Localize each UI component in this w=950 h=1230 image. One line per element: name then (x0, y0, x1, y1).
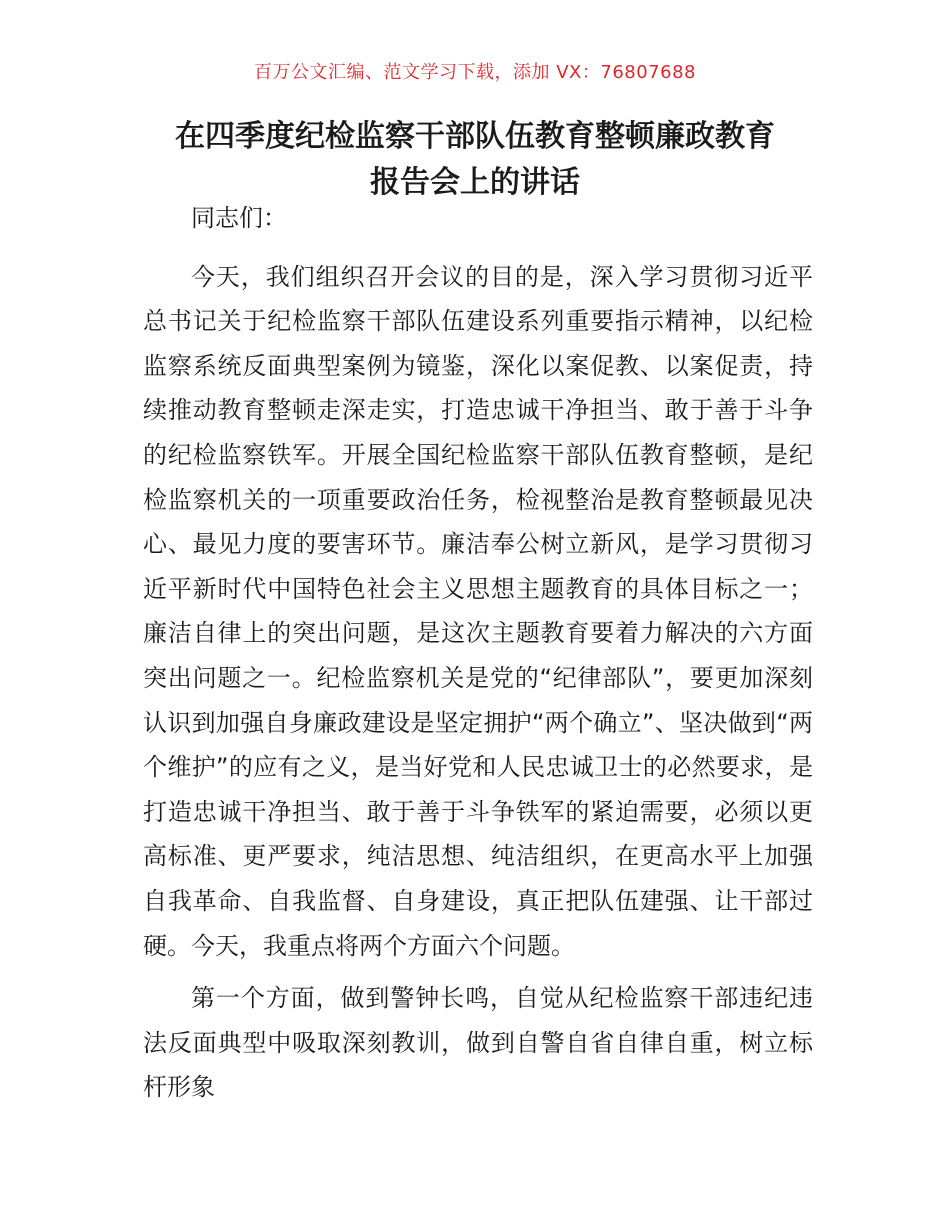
title-line-2: 报告会上的讲话 (370, 165, 580, 200)
salutation: 同志们： (191, 204, 287, 232)
document-body (143, 196, 813, 1110)
body-paragraph-2: 第一个方面，做到警钟长鸣，自觉从纪检监察干部违纪违法反面典型中吸取深刻教训，做到自警自省自律自重，树立标杆形象 (143, 984, 813, 1102)
title-line-1: 在四季度纪检监察干部队伍教育整顿廉政教育 (175, 119, 775, 154)
body-paragraph-1: 今天，我们组织召开会议的目的是，深入学习贯彻习近平总书记关于纪检监察干部队伍建设系列重要指示精神，以纪检监察系统反面典型案例为镜鉴，深化以案促教、以案促责，持续推动教育整顿走深走实，打造忠诚干净担当、敢于善于斗争的纪检监察铁军。开展全国纪检监察干部队伍教育整顿，是纪检监察机关的一项重要政治任务，检视整治是教育整顿最见决心、最见力度的要害环节。廉洁奉公树立新风，是学习贯彻习近平新时代中国特色社会主义思想主题教育的具体目标之一；廉洁自律上的突出问题，是这次主题教育要着力解决的六方面突出问题之一。纪检监察机关是党的“纪律部队”，要更加深刻认识到加强自身廉政建设是坚定拥护“两个确立”、坚决做到“两个维护”的应有之义，是当好党和人民忠诚卫士的必然要求，是打造忠诚干净担当、敢于善于斗争铁军的紧迫需要，必须以更高标准、更严要求，纯洁思想、纯洁组织，在更高水平上加强自我革命、自我监督、自身建设，真正把队伍建强、让干部过硬。今天，我重点将两个方面六个问题。 (143, 262, 813, 960)
header-promo-note: 百万公文汇编、范文学习下载，添加 VX：76807688 (254, 62, 696, 83)
document-title (100, 114, 850, 206)
